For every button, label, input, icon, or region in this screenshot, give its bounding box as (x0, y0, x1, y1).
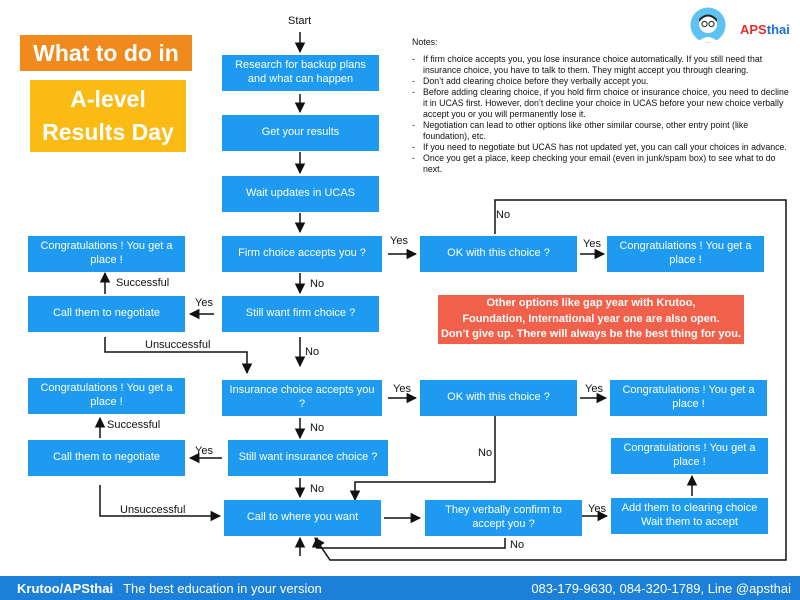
start-label: Start (288, 15, 312, 27)
title-line-1: What to do in (20, 35, 192, 71)
footer-brand: Krutoo/APSthai (17, 580, 114, 596)
label-yes: Yes (195, 297, 213, 309)
note-item: - Don’t add clearing choice before they verbally accept you. (422, 76, 790, 87)
label-yes: Yes (393, 383, 411, 395)
add-clearing-box: Add them to clearing choice Wait them to accept (611, 498, 768, 534)
congrats-ins-left-box: Congratulations ! You get a place ! (28, 378, 185, 414)
label-yes: Yes (195, 445, 213, 457)
label-successful: Successful (107, 419, 161, 431)
get-results-box: Get your results (222, 115, 379, 151)
note-item: - Negotiation can lead to other options like other similar course, other entry point (like foundation), etc. (422, 120, 790, 142)
label-no: No (310, 422, 325, 434)
notes-heading: Notes: (412, 37, 438, 47)
still-firm-box: Still want firm choice ? (222, 296, 379, 332)
title-line-2: A-level (70, 85, 146, 112)
label-yes: Yes (390, 235, 408, 247)
label-no: No (496, 209, 511, 221)
label-yes: Yes (585, 383, 603, 395)
other-options-line-1: Other options like gap year with Krutoo, (486, 297, 696, 310)
label-no: No (478, 447, 493, 459)
ok-insurance-box: OK with this choice ? (420, 380, 577, 416)
research-box: Research for backup plans and what can happen (222, 55, 379, 91)
other-options-line-3: Don’t give up. There will always be the best thing for you. (440, 328, 742, 341)
label-no: No (310, 483, 325, 495)
call-where-box: Call to where you want (224, 500, 381, 536)
arrow (317, 538, 505, 548)
wait-ucas-box: Wait updates in UCAS (222, 176, 379, 212)
congrats-firm-right-box: Congratulations ! You get a place ! (607, 236, 764, 272)
note-item: - If firm choice accepts you, you lose insurance choice automatically. If you still need that insurance choice, you have to talk to them. They might accept you through clearing. (422, 54, 790, 76)
apsthai-logo: APSthai (740, 22, 790, 37)
negotiate-firm-box: Call them to negotiate (28, 296, 185, 332)
label-unsuccessful: Unsuccessful (120, 504, 186, 516)
label-no: No (510, 539, 525, 551)
label-no: No (310, 278, 325, 290)
label-successful: Successful (116, 277, 170, 289)
label-yes: Yes (588, 503, 606, 515)
negotiate-ins-box: Call them to negotiate (28, 440, 185, 476)
ok-firm-box: OK with this choice ? (420, 236, 577, 272)
label-unsuccessful: Unsuccessful (145, 339, 211, 351)
insurance-accepts-box: Insurance choice accepts you ? (222, 380, 382, 416)
verbal-confirm-box: They verbally confirm to accept you ? (425, 500, 582, 536)
note-item: - If you need to negotiate but UCAS has not updated yet, you can call your choices in advance. (422, 142, 790, 153)
note-item: - Once you get a place, keep checking your email (even in junk/spam box) to see what to do next. (422, 153, 790, 175)
label-yes: Yes (583, 238, 601, 250)
still-insurance-box: Still want insurance choice ? (228, 440, 388, 476)
label-no: No (305, 346, 320, 358)
firm-accepts-box: Firm choice accepts you ? (222, 236, 382, 272)
footer-bar (0, 576, 800, 600)
other-options-line-2: Foundation, International year one are also open. (462, 312, 720, 325)
congrats-ins-right-box: Congratulations ! You get a place ! (610, 380, 767, 416)
title-line-3: Results Day (42, 119, 174, 145)
footer-contact: 083-179-9630, 084-320-1789, Line @apsthai (531, 581, 791, 596)
note-item: - Before adding clearing choice, if you hold firm choice or insurance choice, you need to decline it in UCAS first. However, don’t decline your choice in UCAS before your new choice verbally accept you or you will permanently lose it. (422, 87, 790, 120)
congrats-clearing-box: Congratulations ! You get a place ! (611, 438, 768, 474)
congrats-firm-left-box: Congratulations ! You get a place ! (28, 236, 185, 272)
footer-tagline: The best education in your version (123, 580, 322, 596)
other-options-callout (438, 295, 744, 344)
